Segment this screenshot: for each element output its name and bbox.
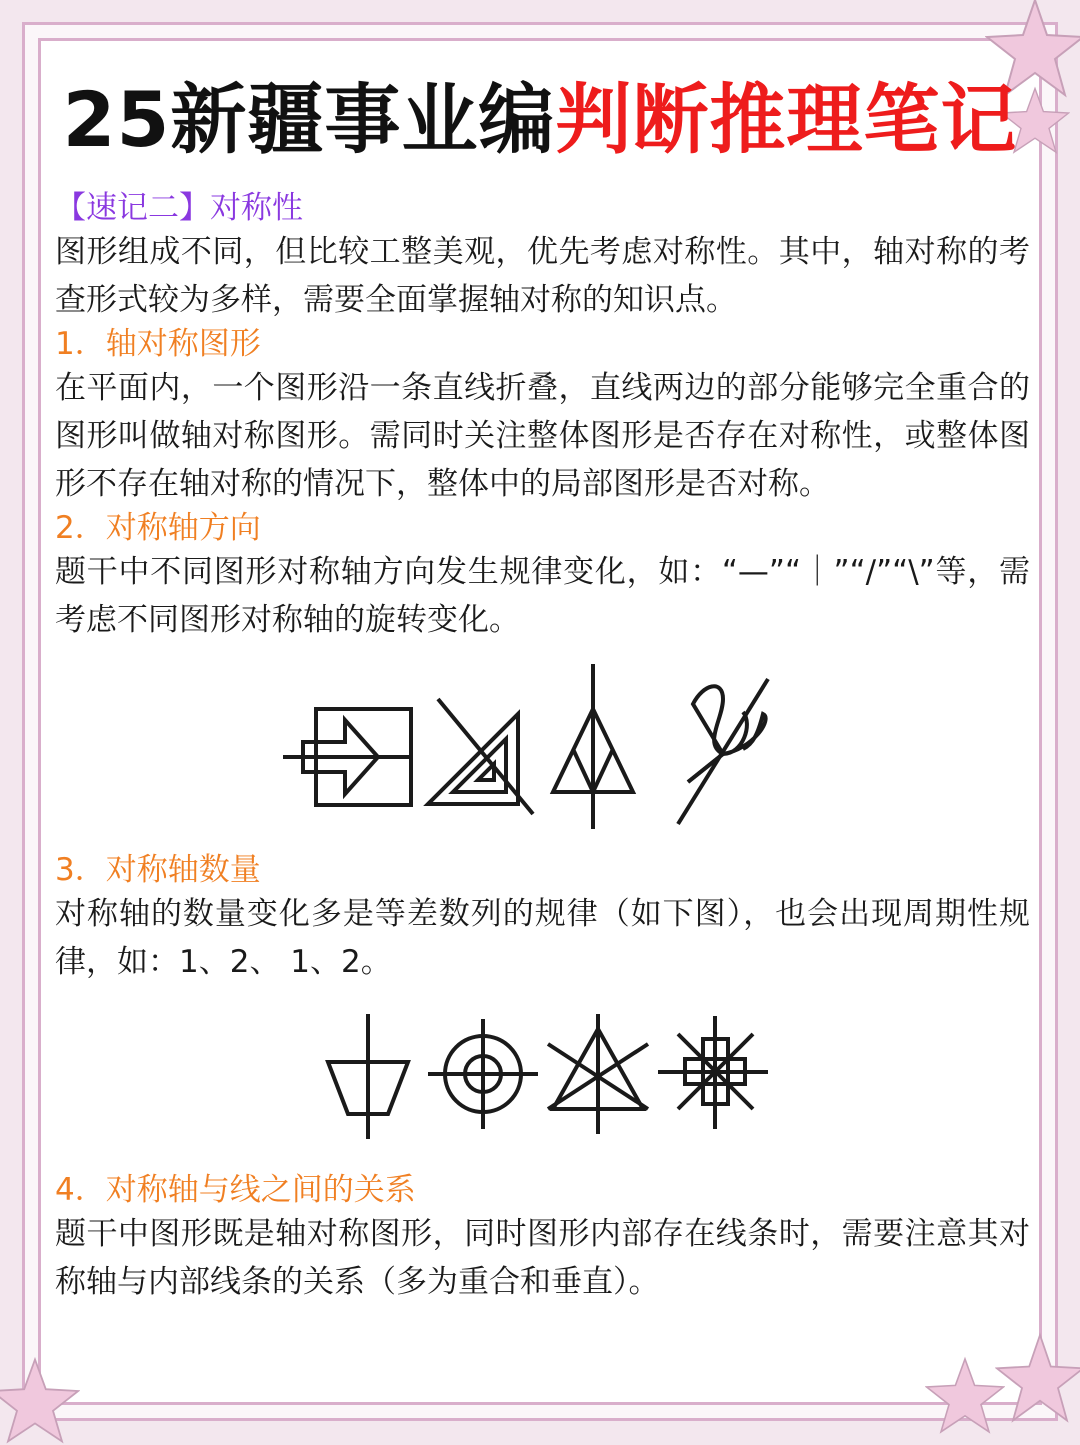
text-axis-lines: 题干中图形既是轴对称图形，同时图形内部存在线条时，需要注意其对称轴与内部线条的关系（多为重合和垂直）。	[55, 1216, 1030, 1300]
section-intro: 图形组成不同，但比较工整美观，优先考虑对称性。其中，轴对称的考查形式较为多样，需要全面掌握轴对称的知识点。	[55, 234, 1030, 318]
heading-axis-symmetry: 1．轴对称图形	[55, 326, 261, 362]
figure-vertical-axis	[553, 664, 633, 829]
text-axis-direction: 题干中不同图形对称轴方向发生规律变化，如：“—”“｜”“/”“\”等，需考虑不同图形对称轴的旋转变化。	[55, 554, 1030, 638]
figure-three-axes	[548, 1014, 648, 1134]
text-axis-count: 对称轴的数量变化多是等差数列的规律（如下图），也会出现周期性规律，如：1、2、 1、2。	[55, 896, 1030, 980]
heading-axis-lines: 4．对称轴与线之间的关系	[55, 1172, 416, 1208]
figure-axis-direction	[283, 664, 803, 834]
content	[55, 188, 1030, 1306]
heading-axis-count: 3．对称轴数量	[55, 852, 261, 888]
figure-one-axis	[328, 1014, 408, 1139]
page-title	[0, 75, 1080, 164]
figure-axis-count	[313, 1014, 773, 1144]
figure-horizontal-axis	[283, 709, 411, 805]
heading-axis-direction: 2．对称轴方向	[55, 510, 261, 546]
star-icon	[0, 1355, 80, 1445]
star-icon	[925, 1355, 1005, 1435]
figure-diagonal-axis	[428, 699, 533, 814]
star-icon	[995, 1330, 1080, 1430]
title-part-red: 判断推理笔记	[555, 75, 1018, 164]
figure-four-axes	[658, 1016, 768, 1129]
title-part-black: 25新疆事业编	[62, 75, 556, 164]
figure-antidiagonal-axis	[678, 679, 768, 824]
figure-two-axes	[428, 1019, 538, 1129]
text-axis-symmetry: 在平面内，一个图形沿一条直线折叠，直线两边的部分能够完全重合的图形叫做轴对称图形。需同时关注整体图形是否存在对称性，或整体图形不存在轴对称的情况下，整体中的局部图形是否对称。	[55, 370, 1030, 502]
section-label: 【速记二】对称性	[55, 190, 303, 226]
